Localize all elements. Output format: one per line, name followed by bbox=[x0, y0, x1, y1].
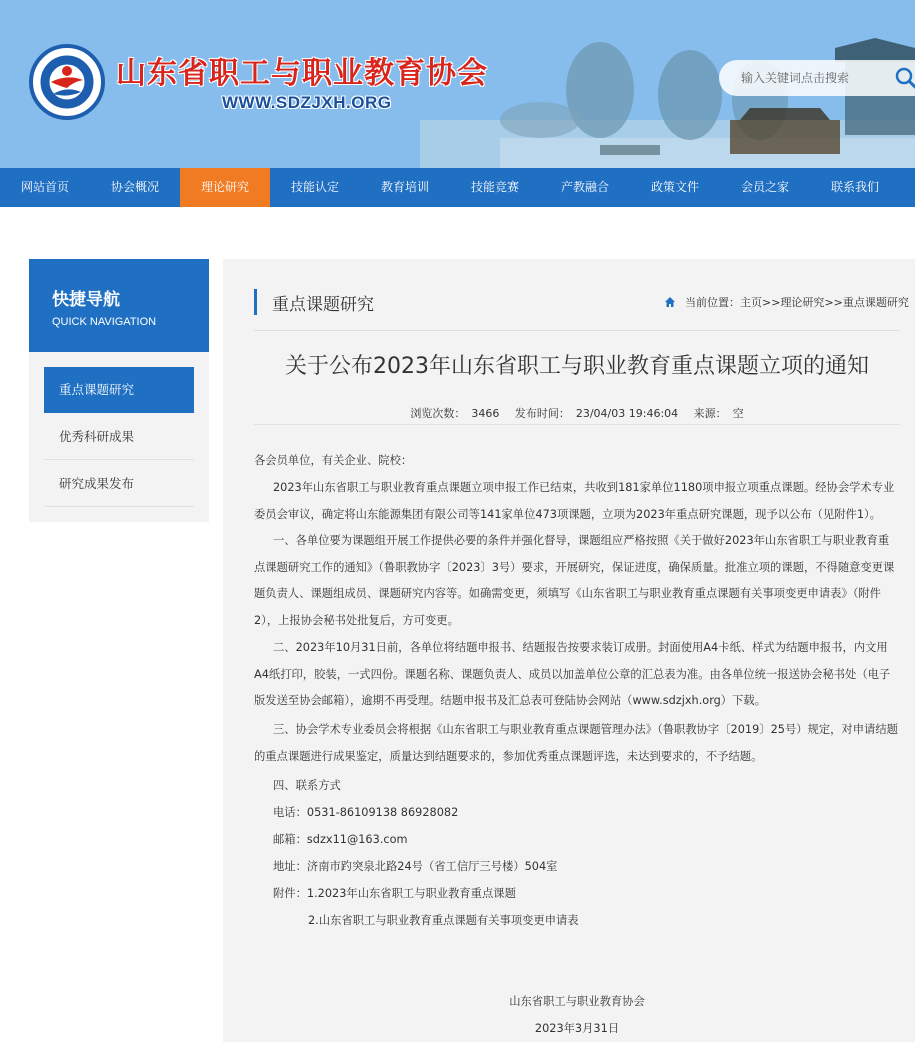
article-paragraph: 三、协会学术专业委员会将根据《山东省职工与职业教育重点课题管理办法》（鲁职教协字〔2019〕25号）规定，对申请结题的重点课题进行成果鉴定，质量达到结题要求的，参加优秀重点课题评选，未达到要求的，不予结题。 bbox=[254, 723, 898, 763]
sidebar-item-key-topics[interactable]: 重点课题研究 bbox=[44, 367, 194, 413]
nav-item-policy-documents[interactable]: 政策文件 bbox=[650, 180, 699, 194]
main-nav bbox=[0, 168, 915, 207]
article-paragraph: 一、各单位要为课题组开展工作提供必要的条件并强化督导，课题组应严格按照《关于做好2023年山东省职工与职业教育重点课题研究工作的通知》（鲁职教协字〔2023〕3号）要求，开展研究，保证进度，确保质量。批准立项的课题，不得随意变更课题负责人、课题组成员、课题研究内容等。如确需变更，须填写《山东省职工与职业教育重点课题有关事项变更申请表》（附件2），上报协会秘书处批复后，方可变更。 bbox=[254, 534, 895, 627]
search-input[interactable] bbox=[719, 60, 889, 96]
sidebar-title: 快捷导航 bbox=[52, 290, 120, 310]
breadcrumb-separator: >> bbox=[762, 295, 781, 309]
nav-item-theory-research[interactable]: 理论研究 bbox=[180, 168, 270, 207]
nav-item-industry-education[interactable]: 产教融合 bbox=[560, 180, 609, 194]
section-title: 重点课题研究 bbox=[272, 295, 374, 315]
nav-item-contact[interactable]: 联系我们 bbox=[830, 180, 879, 194]
breadcrumb bbox=[664, 294, 909, 310]
sidebar-item-results-publication[interactable]: 研究成果发布 bbox=[44, 461, 194, 507]
article-paragraph: 2023年山东省职工与职业教育重点课题立项申报工作已结束，共收到181家单位1180项申报立项重点课题。经协会学术专业委员会审议，确定将山东能源集团有限公司等141家单位473项课题，立项为2023年重点研究课题，现予以公布（见附件1）。 bbox=[254, 481, 895, 521]
sidebar-list bbox=[29, 352, 209, 522]
article-date: 2023年3月31日 bbox=[534, 1022, 620, 1035]
nav-item-skill-certification[interactable]: 技能认定 bbox=[290, 180, 339, 194]
nav-item-about[interactable]: 协会概况 bbox=[110, 180, 159, 194]
source-label: 来源： bbox=[693, 407, 727, 420]
divider bbox=[254, 330, 900, 331]
article-greeting: 各会员单位，有关企业、院校： bbox=[254, 454, 413, 467]
breadcrumb-key-topics[interactable]: 重点课题研究 bbox=[842, 296, 909, 309]
publish-time-label: 发布时间： bbox=[514, 407, 570, 420]
breadcrumb-separator: >> bbox=[824, 295, 843, 309]
contact-phone: 电话：0531-86109138 86928082 bbox=[273, 806, 459, 819]
sidebar-header bbox=[29, 259, 209, 352]
sidebar-subtitle: QUICK NAVIGATION bbox=[52, 316, 157, 328]
home-icon[interactable] bbox=[664, 296, 676, 308]
search-box bbox=[719, 60, 915, 96]
breadcrumb-prefix: 当前位置： bbox=[685, 296, 740, 309]
site-url: WWW.SDZJXH.ORG bbox=[222, 93, 392, 112]
source-value: 空 bbox=[732, 407, 744, 420]
association-logo[interactable] bbox=[29, 44, 105, 120]
article-signature: 山东省职工与职业教育协会 bbox=[509, 995, 645, 1008]
breadcrumb-home[interactable]: 主页 bbox=[740, 296, 762, 309]
site-name: 山东省职工与职业教育协会 bbox=[116, 56, 488, 91]
nav-item-home[interactable]: 网站首页 bbox=[20, 180, 69, 194]
divider bbox=[254, 424, 900, 425]
search-icon[interactable] bbox=[893, 66, 915, 90]
contact-heading: 四、联系方式 bbox=[273, 779, 341, 792]
attachment-1: 附件：1.2023年山东省职工与职业教育重点课题 bbox=[273, 887, 516, 900]
article-paragraph: 二、2023年10月31日前，各单位将结题申报书、结题报告按要求装订成册。封面使用A4卡纸、样式为结题申报书，内文用A4纸打印，胶装，一式四份。课题名称、课题负责人、成员以加盖单位公章的汇总表为准。由各单位统一报送协会秘书处（电子版发送至协会邮箱），逾期不再受理。结题申报书及汇总表可登陆协会网站（www.sdzjxh.org）下载。 bbox=[254, 641, 891, 707]
views-label: 浏览次数： bbox=[410, 407, 466, 420]
article-meta bbox=[254, 405, 900, 421]
site-header bbox=[0, 0, 915, 168]
contact-email: 邮箱：sdzx11@163.com bbox=[273, 833, 408, 846]
article-title: 关于公布2023年山东省职工与职业教育重点课题立项的通知 bbox=[285, 354, 869, 379]
contact-address: 地址：济南市趵突泉北路24号（省工信厅三号楼）504室 bbox=[273, 860, 558, 873]
publish-time: 23/04/03 19:46:04 bbox=[575, 407, 679, 420]
attachment-2: 2.山东省职工与职业教育重点课题有关事项变更申请表 bbox=[308, 914, 579, 927]
nav-item-member-home[interactable]: 会员之家 bbox=[740, 180, 789, 194]
nav-item-education-training[interactable]: 教育培训 bbox=[380, 180, 429, 194]
sidebar-item-excellent-results[interactable]: 优秀科研成果 bbox=[44, 414, 194, 460]
section-title-bar bbox=[254, 289, 257, 315]
nav-item-skill-competition[interactable]: 技能竞赛 bbox=[470, 180, 519, 194]
views-count: 3466 bbox=[471, 407, 500, 420]
breadcrumb-theory-research[interactable]: 理论研究 bbox=[780, 296, 825, 309]
